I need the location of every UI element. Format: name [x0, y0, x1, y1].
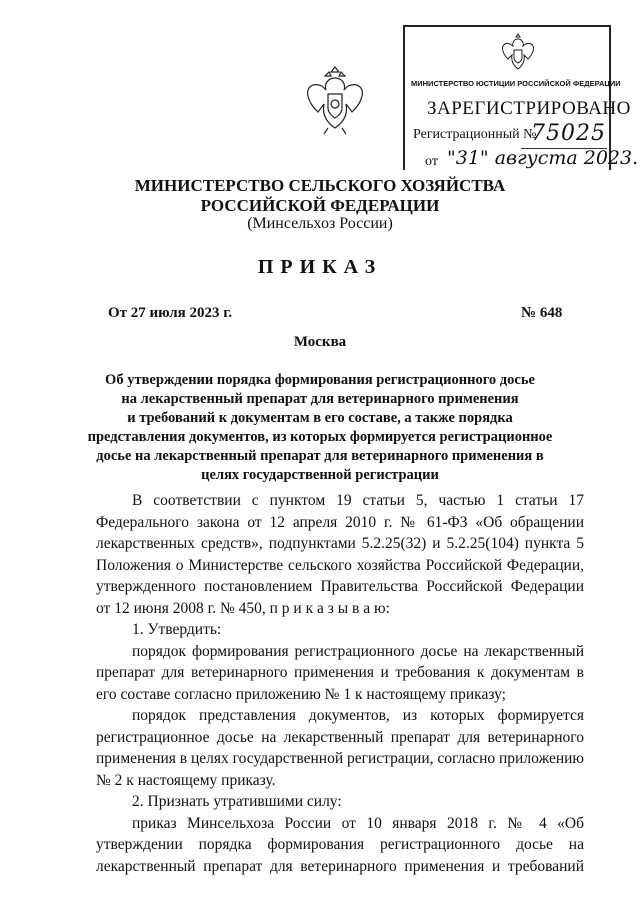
- title-line: Об утверждении порядка формирования регистрационного досье: [105, 372, 535, 388]
- body-paragraph: 2. Признать утратившими силу:: [132, 793, 342, 810]
- body-paragraph: приказ Минсельхоза России от 10 января 2018 г. № 4 «Об утверждении порядка формирования регистрационного досье на лекарственный препарат для ветеринарного применения и требований: [96, 814, 584, 875]
- title-line: целях государственной регистрации: [201, 467, 439, 483]
- body-paragraph: порядок формирования регистрационного досье на лекарственный препарат для ветеринарного применения и требования к документам в его составе согласно приложению № 1 к настоящему приказу;: [96, 642, 584, 703]
- coat-of-arms-icon: [298, 64, 372, 138]
- ministry-short-name: (Минсельхоз России): [247, 215, 393, 232]
- ministry-name-line2: РОССИЙСКОЙ ФЕДЕРАЦИИ: [200, 196, 440, 215]
- ministry-name: [0, 176, 640, 216]
- order-number: № 648: [521, 305, 563, 321]
- title-line: на лекарственный препарат для ветеринарного применения: [121, 391, 519, 407]
- order-date: От 27 июля 2023 г.: [108, 305, 233, 321]
- body-paragraph: 1. Утвердить:: [132, 621, 222, 638]
- stamp-reg-number-label: Регистрационный №: [413, 127, 537, 142]
- title-line: досье на лекарственный препарат для ветеринарного применения в: [96, 448, 544, 464]
- body-paragraph: порядок представления документов, из которых формируется регистрационное досье на лекарственный препарат для ветеринарного применения в целях государственной регистрации, согласно приложению № 2 к настоящему приказу.: [96, 707, 584, 789]
- document-type: ПРИКАЗ: [257, 256, 383, 278]
- stamp-date: "31" августа 2023.: [447, 147, 639, 169]
- stamp-coat-of-arms-icon: [497, 33, 539, 73]
- document-title: [0, 371, 640, 485]
- stamp-registered-text: ЗАРЕГИСТРИРОВАНО: [427, 98, 631, 119]
- title-line: представления документов, из которых формируется регистрационное: [87, 429, 553, 445]
- ministry-name-line1: МИНИСТЕРСТВО СЕЛЬСКОГО ХОЗЯЙСТВА: [134, 176, 506, 195]
- city: Москва: [293, 334, 347, 350]
- stamp-ministry-text: МИНИСТЕРСТВО ЮСТИЦИИ РОССИЙСКОЙ ФЕДЕРАЦИИ: [411, 79, 621, 88]
- stamp-reg-number: 75025: [531, 121, 606, 146]
- stamp-date-prefix: от: [425, 154, 438, 169]
- body-paragraph: В соответствии с пунктом 19 статьи 5, частью 1 статьи 17 Федерального закона от 12 апреля 2010 г. № 61-ФЗ «Об обращении лекарственных средств», подпунктами 5.2.25(32) и 5.2.25(104) пункта 5 Положения о Министерстве сельского хозяйства Российской Федерации, утвержденного постановлением Правительства Российской Федерации от 12 июня 2008 г. № 450, п р и к а з ы в а ю:: [96, 492, 584, 617]
- document-body: [96, 490, 584, 877]
- registration-stamp: [403, 25, 639, 170]
- title-line: и требований к документам в его составе, а также порядка: [127, 410, 513, 426]
